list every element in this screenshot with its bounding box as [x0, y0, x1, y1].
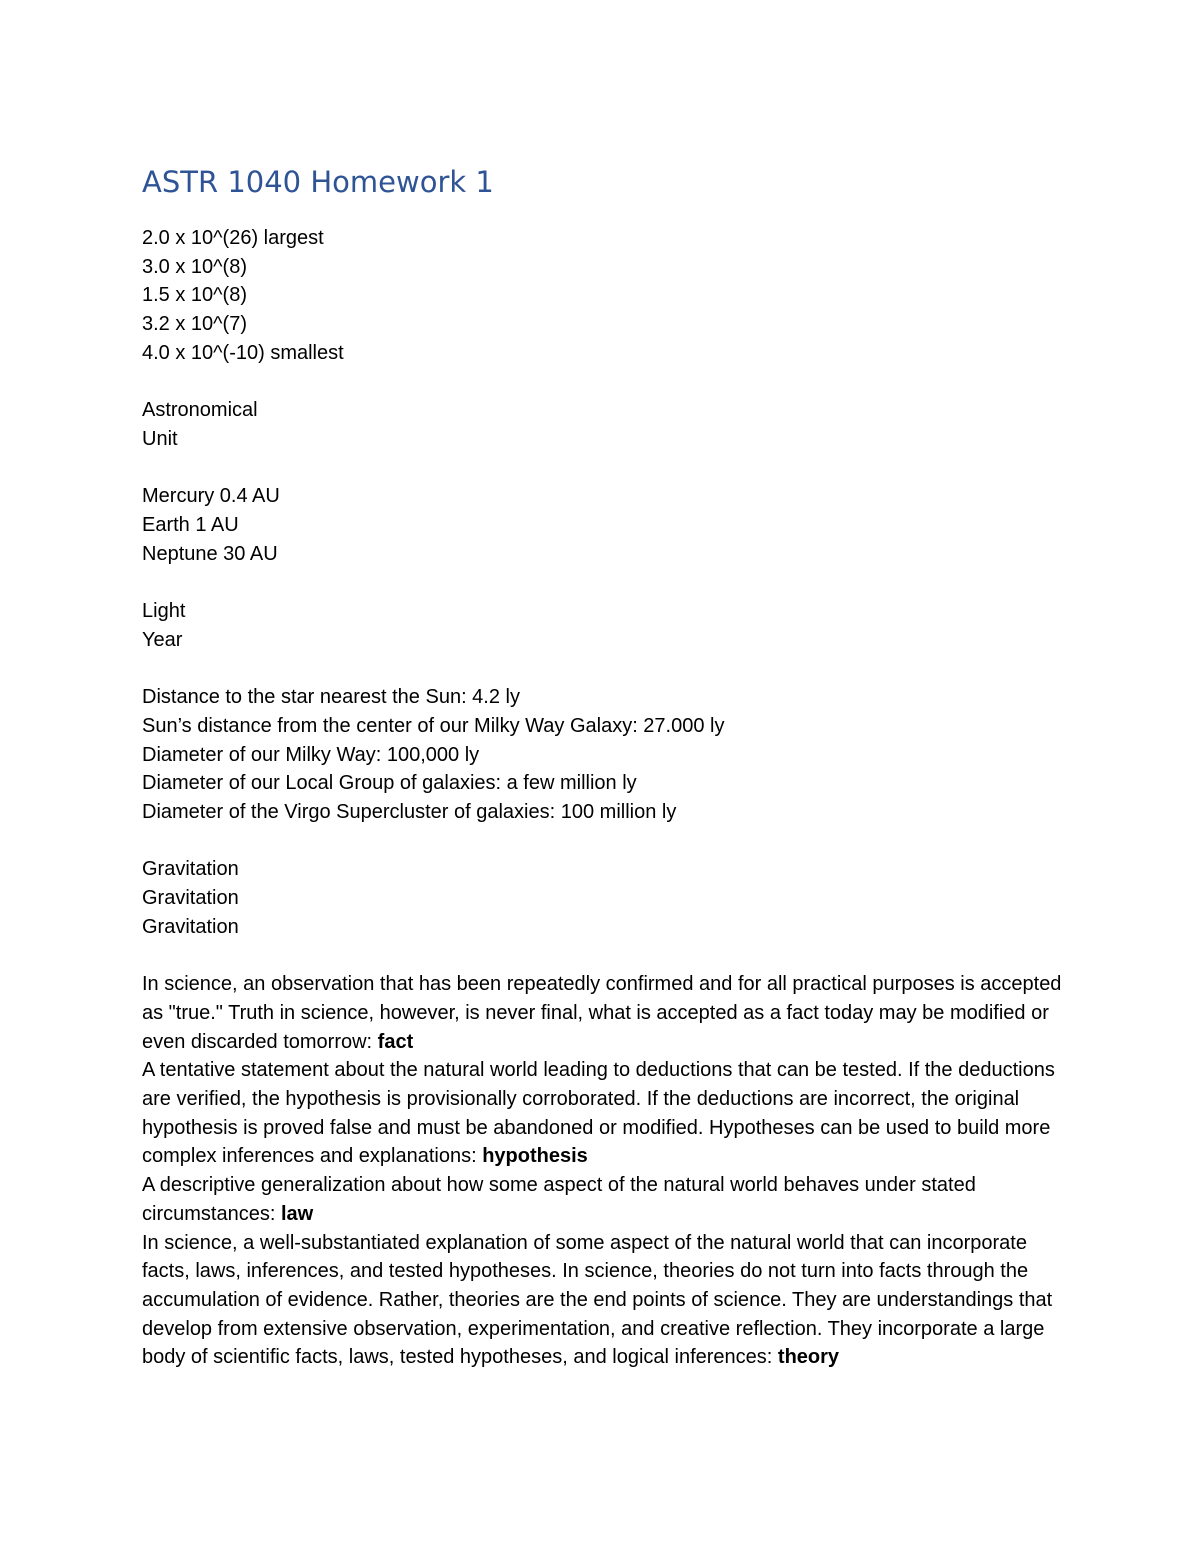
force-item: Gravitation — [142, 915, 239, 938]
au-term-answer — [142, 396, 1072, 453]
definition-theory — [142, 1229, 1072, 1373]
ranking-item: 1.5 x 10^(8) — [142, 284, 247, 307]
definition-hypothesis — [142, 1056, 1072, 1171]
ly-distance-item: Diameter of our Local Group of galaxies: a few million ly — [142, 772, 637, 795]
document-title: ASTR 1040 Homework 1 — [142, 165, 494, 199]
ly-term-answer — [142, 597, 1072, 654]
force-item: Gravitation — [142, 887, 239, 910]
definition-answer: law — [280, 1202, 314, 1225]
ranking-item: 3.2 x 10^(7) — [142, 313, 247, 336]
ranking-item: 3.0 x 10^(8) — [142, 255, 247, 278]
definition-text: In science, a well-substantiated explanation of some aspect of the natural world that can incorporate facts, laws, inferences, and tested hypotheses. In science, theories do not turn into facts through the accumulation of evidence. Rather, theories are the end points of science. They are understandings that develop from extensive observation, experimentation, and creative reflection. They incorporate a large body of scientific facts, laws, tested hypotheses, and logical inferences: — [142, 1231, 1053, 1369]
definition-answer: hypothesis — [482, 1145, 588, 1168]
definition-law — [142, 1171, 1072, 1228]
document-page — [142, 162, 1072, 1401]
au-term-line: Astronomical — [142, 399, 258, 422]
definitions-list — [142, 970, 1072, 1372]
definition-text: A descriptive generalization about how some aspect of the natural world behaves under stated circumstances: — [142, 1174, 976, 1225]
ly-distance-item: Distance to the star nearest the Sun: 4.2 ly — [142, 686, 520, 709]
au-term-line: Unit — [142, 427, 178, 450]
ly-term-line: Year — [142, 628, 183, 651]
force-item: Gravitation — [142, 858, 239, 881]
magnitude-ranking-list — [142, 224, 1072, 368]
ly-distance-item: Sun’s distance from the center of our Milky Way Galaxy: 27.000 ly — [142, 714, 725, 737]
ranking-item: 2.0 x 10^(26) largest — [142, 227, 324, 249]
ly-distances-list — [142, 683, 1072, 827]
definition-text: In science, an observation that has been repeatedly confirmed and for all practical purposes is accepted as "true." Truth in science, however, is never final, what is accepted as a fact today may be modified or even discarded tomorrow: — [142, 973, 1062, 1053]
definition-answer: theory — [777, 1346, 840, 1369]
definition-fact — [142, 970, 1072, 1056]
au-distance-item: Mercury 0.4 AU — [142, 485, 280, 508]
au-distance-item: Neptune 30 AU — [142, 542, 278, 565]
au-distances-list — [142, 482, 1072, 568]
ranking-item: 4.0 x 10^(-10) smallest — [142, 341, 344, 364]
ly-distance-item: Diameter of the Virgo Supercluster of galaxies: 100 million ly — [142, 801, 677, 823]
ly-term-line: Light — [142, 600, 186, 623]
definition-text: A tentative statement about the natural world leading to deductions that can be tested. If the deductions are verified, the hypothesis is provisionally corroborated. If the deductions are incorrect, the original hypothesis is proved false and must be abandoned or modified. Hypotheses can be used to build more complex inferences and explanations: — [142, 1059, 1055, 1168]
au-distance-item: Earth 1 AU — [142, 514, 239, 536]
ly-distance-item: Diameter of our Milky Way: 100,000 ly — [142, 743, 480, 766]
definition-answer: fact — [377, 1030, 414, 1053]
forces-list — [142, 855, 1072, 941]
